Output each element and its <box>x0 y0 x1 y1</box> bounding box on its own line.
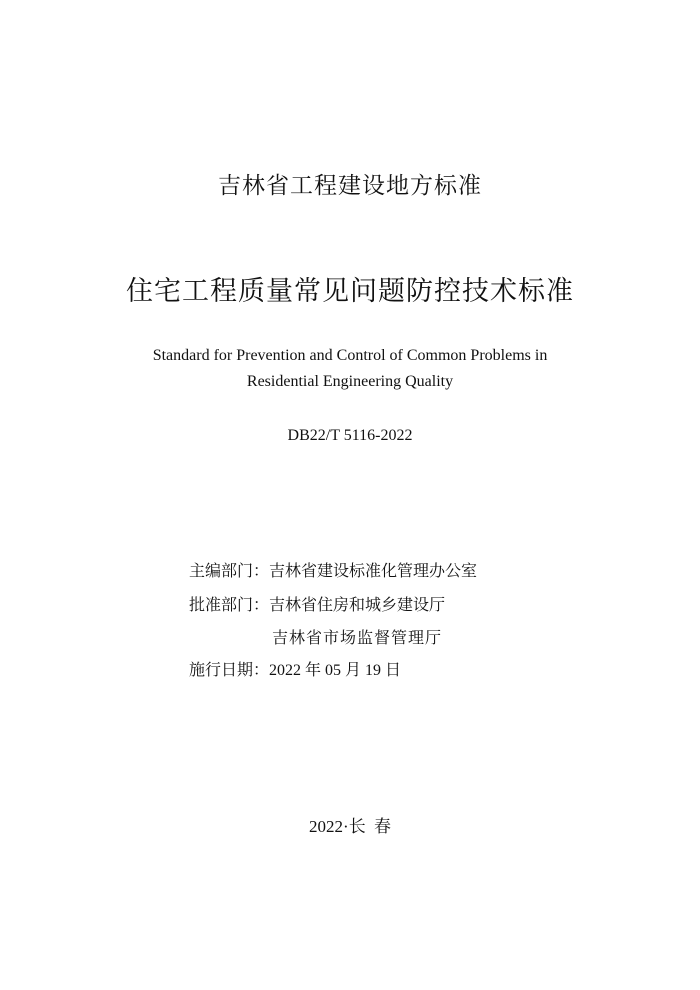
series-title: 吉林省工程建设地方标准 <box>218 173 482 199</box>
effective-date-value: 2022 年 05 月 19 日 <box>269 662 402 679</box>
effective-date-label: 施行日期： <box>189 660 270 679</box>
standard-code: DB22/T 5116-2022 <box>287 427 413 444</box>
approver-row <box>189 592 445 618</box>
approver-value-1: 吉林省住房和城乡建设厅 <box>269 595 446 614</box>
editor-value: 吉林省建设标准化管理办公室 <box>269 561 478 580</box>
approver-row-2 <box>272 625 442 651</box>
editor-label: 主编部门： <box>189 561 270 580</box>
main-title: 住宅工程质量常见问题防控技术标准 <box>126 276 574 307</box>
english-title-line-2: Residential Engineering Quality <box>246 373 454 390</box>
effective-date-row <box>189 657 401 684</box>
english-title-line-1: Standard for Prevention and Control of Common Problems in <box>152 347 548 364</box>
footer-place-year: 2022·长 春 <box>309 817 391 836</box>
approver-value-2: 吉林省市场监督管理厅 <box>272 628 443 647</box>
editor-row <box>189 558 477 584</box>
english-title <box>0 343 700 395</box>
approver-label: 批准部门： <box>189 595 270 614</box>
